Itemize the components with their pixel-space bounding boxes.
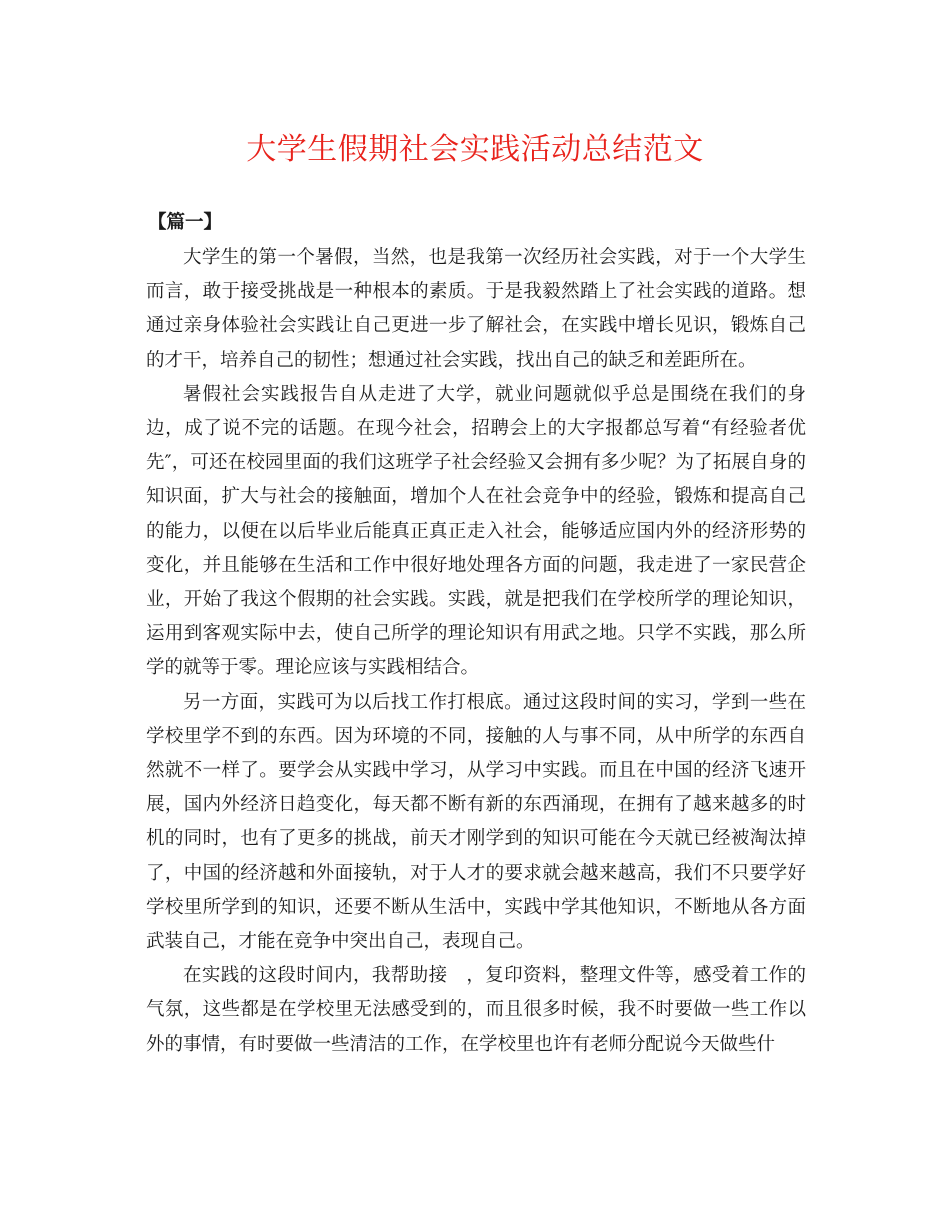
document-body: [146, 241, 806, 1062]
paragraph-3: 另一方面，实践可为以后找工作打根底。通过这段时间的实习，学到一些在学校里学不到的东西。因为环境的不同，接触的人与事不同，从中所学的东西自然就不一样了。要学会从实践中学习，从学习中实践。而且在中国的经济飞速开展，国内外经济日趋变化，每天都不断有新的东西涌现，在拥有了越来越多的时机的同时，也有了更多的挑战，前天才刚学到的知识可能在今天就已经被淘汰掉了，中国的经济越和外面接轨，对于人才的要求就会越来越高，我们不只要学好学校里所学到的知识，还要不断从生活中，实践中学其他知识，不断地从各方面武装自己，才能在竞争中突出自己，表现自己。: [146, 691, 806, 953]
paragraph-1: 大学生的第一个暑假，当然，也是我第一次经历社会实践，对于一个大学生而言，敢于接受挑战是一种根本的素质。于是我毅然踏上了社会实践的道路。想通过亲身体验社会实践让自己更进一步了解社会，在实践中增长见识，锻炼自己的才干，培养自己的韧性；想通过社会实践，找出自己的缺乏和差距所在。: [146, 247, 806, 371]
page-title: 大学生假期社会实践活动总结范文: [246, 132, 704, 167]
paragraph-4: 在实践的这段时间内，我帮助接 ，复印资料，整理文件等，感受着工作的气氛，这些都是在学校里无法感受到的，而且很多时候，我不时要做一些工作以外的事情，有时要做一些清洁的工作，在学校里也许有老师分配说今天做些什: [146, 965, 806, 1055]
section-label: 【篇一】: [148, 212, 223, 233]
paragraph-2: 暑假社会实践报告自从走进了大学，就业问题就似乎总是围绕在我们的身边，成了说不完的话题。在现今社会，招聘会上的大字报都总写着“有经验者优先″，可还在校园里面的我们这班学子社会经验又会拥有多少呢？为了拓展自身的知识面，扩大与社会的接触面，增加个人在社会竞争中的经验，锻炼和提高自己的能力，以便在以后毕业后能真正真正走入社会，能够适应国内外的经济形势的变化，并且能够在生活和工作中很好地处理各方面的问题，我走进了一家民营企业，开始了我这个假期的社会实践。实践，就是把我们在学校所学的理论知识，运用到客观实际中去，使自己所学的理论知识有用武之地。只学不实践，那么所学的就等于零。理论应该与实践相结合。: [146, 383, 806, 679]
